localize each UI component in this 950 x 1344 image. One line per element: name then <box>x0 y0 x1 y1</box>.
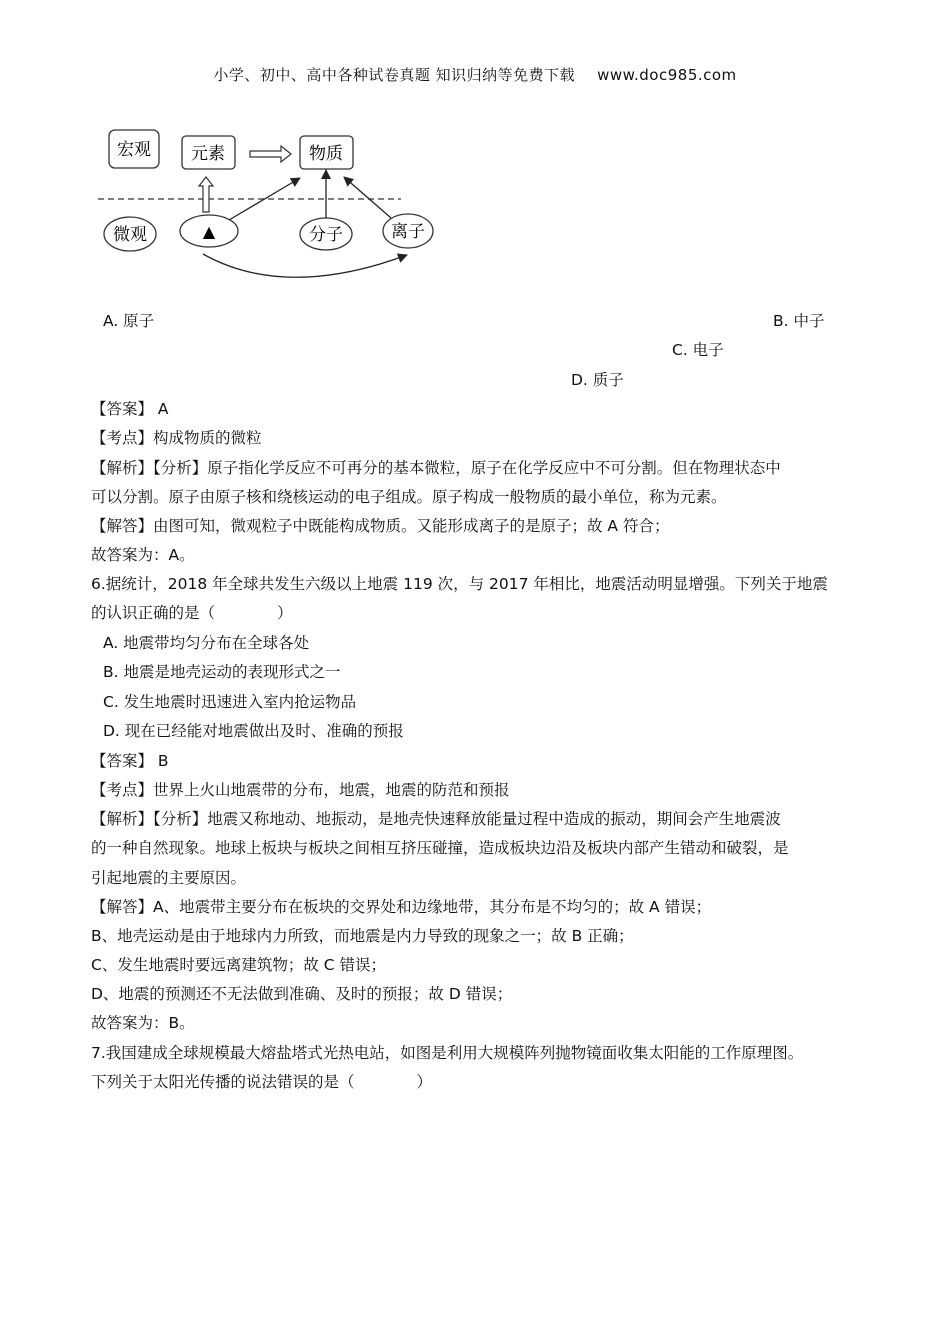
substance-label: 物质 <box>309 144 343 164</box>
micro-label: 微观 <box>113 225 147 245</box>
arrow-ion-to-substance <box>344 177 391 218</box>
element-label: 元素 <box>191 144 225 164</box>
q5-option-b[interactable]: B. 中子 <box>773 312 825 330</box>
q6-option-c[interactable]: C. 发生地震时迅速进入室内抢运物品 <box>103 693 357 711</box>
molecule-label: 分子 <box>309 225 343 245</box>
q6-analysis-line-2: 的一种自然现象。地球上板块与板块之间相互挤压碰撞，造成板块边沿及板块内部产生错动和破裂，是 <box>91 839 789 857</box>
curved-arrow-unknown-to-ion <box>203 254 407 277</box>
particle-diagram <box>95 120 445 290</box>
q7-stem-line-2: 下列关于太阳光传播的说法错误的是（ ） <box>91 1073 433 1091</box>
header-title: 小学、初中、高中各种试卷真题 知识归纳等免费下载 <box>213 66 576 84</box>
q5-conclusion: 故答案为：A。 <box>91 546 195 564</box>
q6-stem-line-2: 的认识正确的是（ ） <box>91 604 293 622</box>
q5-analysis-line-1: 【解析】【分析】原子指化学反应不可再分的基本微粒，原子在化学反应中不可分割。但在物理状态中 <box>91 459 781 477</box>
q6-option-b[interactable]: B. 地震是地壳运动的表现形式之一 <box>103 663 341 681</box>
q6-solution-line-2: B、地壳运动是由于地球内力所致，而地震是内力导致的现象之一；故 B 正确； <box>91 927 634 945</box>
q6-solution-line-1: 【解答】A、地震带主要分布在板块的交界处和边缘地带，其分布是不均匀的；故 A 错误； <box>91 898 712 916</box>
q6-analysis-line-1: 【解析】【分析】地震又称地动、地振动，是地壳快速释放能量过程中造成的振动，期间会产生地震波 <box>91 810 781 828</box>
unknown-particle-label: ▲ <box>202 222 216 241</box>
q5-option-a[interactable]: A. 原子 <box>103 312 155 330</box>
q5-option-d[interactable]: D. 质子 <box>571 371 624 389</box>
q6-solution-line-3: C、发生地震时要远离建筑物；故 C 错误； <box>91 956 387 974</box>
q5-answer: 【答案】 A <box>91 400 169 418</box>
hollow-arrow-right <box>250 146 291 162</box>
q5-solution: 【解答】由图可知，微观粒子中既能构成物质。又能形成离子的是原子；故 A 符合； <box>91 517 670 535</box>
q6-stem-line-1: 6.据统计，2018 年全球共发生六级以上地震 119 次，与 2017 年相比，地震活动明显增强。下列关于地震 <box>91 575 828 593</box>
q6-conclusion: 故答案为：B。 <box>91 1014 195 1032</box>
page-header <box>0 64 950 85</box>
ion-label: 离子 <box>391 222 425 242</box>
q6-option-a[interactable]: A. 地震带均匀分布在全球各处 <box>103 634 310 652</box>
q5-point: 【考点】构成物质的微粒 <box>91 429 262 447</box>
q6-analysis-line-3: 引起地震的主要原因。 <box>91 869 247 887</box>
header-site: www.doc985.com <box>597 66 737 84</box>
q5-analysis-line-2: 可以分割。原子由原子核和绕核运动的电子组成。原子构成一般物质的最小单位，称为元素。 <box>91 488 727 506</box>
q5-option-c[interactable]: C. 电子 <box>672 341 724 359</box>
q6-solution-line-4: D、地震的预测还不无法做到准确、及时的预报；故 D 错误； <box>91 985 513 1003</box>
q6-answer: 【答案】 B <box>91 752 169 770</box>
q6-option-d[interactable]: D. 现在已经能对地震做出及时、准确的预报 <box>103 722 404 740</box>
hollow-arrow-up <box>199 177 213 212</box>
q6-point: 【考点】世界上火山地震带的分布，地震，地震的防范和预报 <box>91 781 510 799</box>
macro-label: 宏观 <box>117 140 151 160</box>
q7-stem-line-1: 7.我国建成全球规模最大熔盐塔式光热电站，如图是利用大规模阵列抛物镜面收集太阳能的工作原理图。 <box>91 1044 804 1062</box>
